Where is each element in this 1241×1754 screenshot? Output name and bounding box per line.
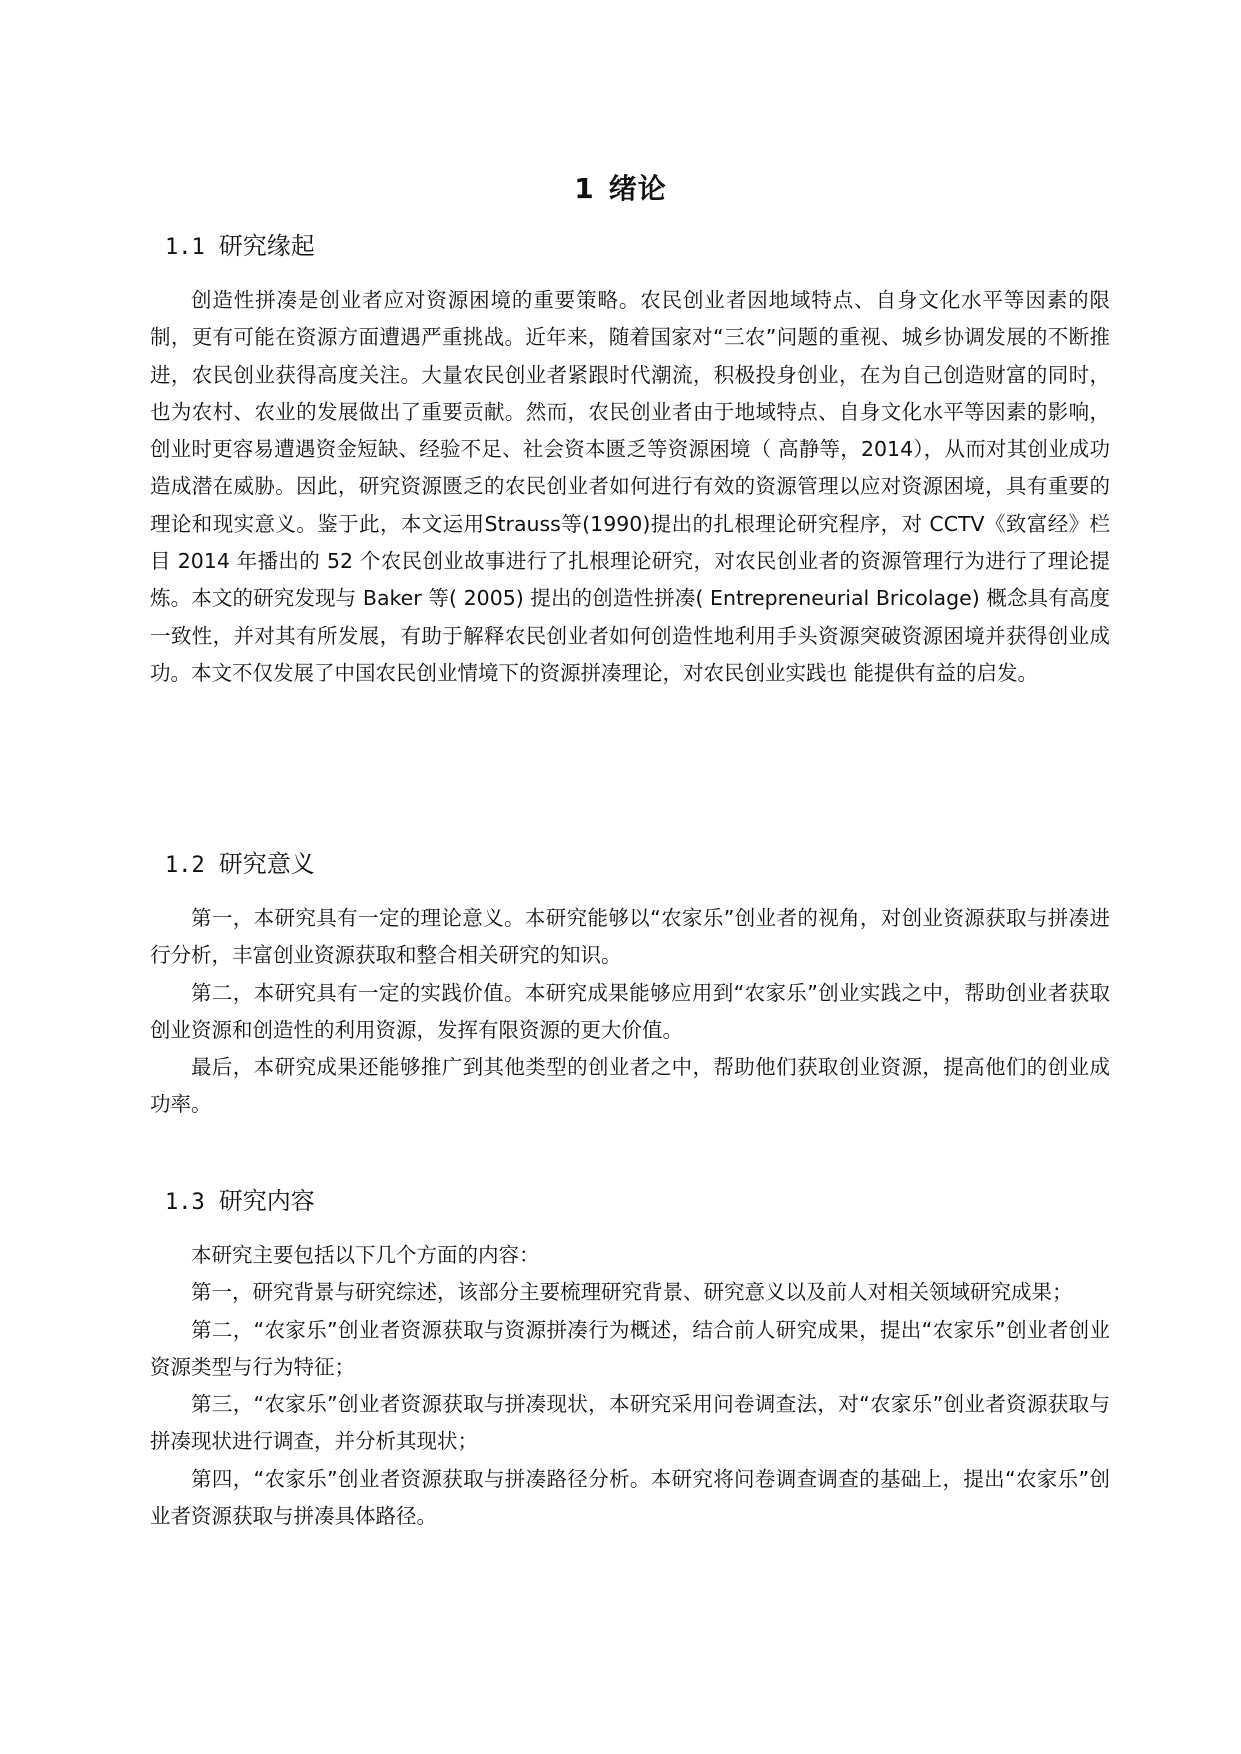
paragraph: 创造性拼凑是创业者应对资源困境的重要策略。农民创业者因地域特点、自身文化水平等因素的限制，更有可能在资源方面遭遇严重挑战。近年来，随着国家对“三农”问题的重视、城乡协调发展的不断推进，农民创业获得高度关注。大量农民创业者紧跟时代潮流，积极投身创业，在为自己创造财富的同时，也为农村、农业的发展做出了重要贡献。然而，农民创业者由于地域特点、自身文化水平等因素的影响，创业时更容易遭遇资金短缺、经验不足、社会资本匮乏等资源困境（ 高静等，2014），从而对其创业成功造成潜在威胁。因此，研究资源匮乏的农民创业者如何进行有效的资源管理以应对资源困境，具有重要的理论和现实意义。鉴于此，本文运用Strauss等(1990)提出的扎根理论研究程序，对 CCTV《致富经》栏目 2014 年播出的 52 个农民创业故事进行了扎根理论研究，对农民创业者的资源管理行为进行了理论提炼。本文的研究发现与 Baker 等( 2005) 提出的创造性拼凑( Entrepreneurial Bricolage) 概念具有高度一致性，并对其有所发展，有助于解释农民创业者如何创造性地利用手头资源突破资源困境并获得创业成功。本文不仅发展了中国农民创业情境下的资源拼凑理论，对农民创业实践也 能提供有益的启发。 [150, 288, 1110, 685]
section-heading [165, 228, 1110, 266]
section-research-significance [150, 846, 1110, 1124]
paragraph: 最后，本研究成果还能够推广到其他类型的创业者之中，帮助他们获取创业资源，提高他们的创业成功率。 [150, 1055, 1110, 1117]
paragraph: 第一，本研究具有一定的理论意义。本研究能够以“农家乐”创业者的视角，对创业资源获取与拼凑进行分析，丰富创业资源获取和整合相关研究的知识。 [150, 906, 1110, 968]
paragraph: 第三，“农家乐”创业者资源获取与拼凑现状，本研究采用问卷调查法，对“农家乐”创业者资源获取与拼凑现状进行调查，并分析其现状； [150, 1392, 1110, 1454]
paragraph: 第二，本研究具有一定的实践价值。本研究成果能够应用到“农家乐”创业实践之中，帮助创业者获取创业资源和创造性的利用资源，发挥有限资源的更大价值。 [150, 980, 1110, 1042]
section-title: 研究内容 [218, 1187, 315, 1215]
section-heading [165, 1183, 1110, 1221]
section-number: 1.1 [165, 235, 205, 260]
section-research-origin [150, 228, 1110, 692]
section-research-content [150, 1183, 1110, 1535]
section-number: 1.2 [165, 853, 205, 878]
section-title: 研究意义 [218, 850, 315, 878]
chapter-title-text: 绪论 [608, 171, 667, 205]
section-number: 1.3 [165, 1190, 205, 1215]
paragraph: 第四，“农家乐”创业者资源获取与拼凑路径分析。本研究将问卷调查调查的基础上，提出“农家乐”创业者资源获取与拼凑具体路径。 [150, 1466, 1110, 1529]
chapter-number: 1 [574, 171, 595, 205]
section-heading [165, 846, 1110, 884]
chapter-title [0, 169, 1241, 209]
paragraph: 第一，研究背景与研究综述，该部分主要梳理研究背景、研究意义以及前人对相关领域研究成果； [191, 1280, 1073, 1305]
section-title: 研究缘起 [218, 232, 315, 260]
paragraph: 第二，“农家乐”创业者资源获取与资源拼凑行为概述，结合前人研究成果，提出“农家乐”创业者创业资源类型与行为特征； [150, 1317, 1110, 1379]
paragraph: 本研究主要包括以下几个方面的内容： [191, 1243, 540, 1267]
